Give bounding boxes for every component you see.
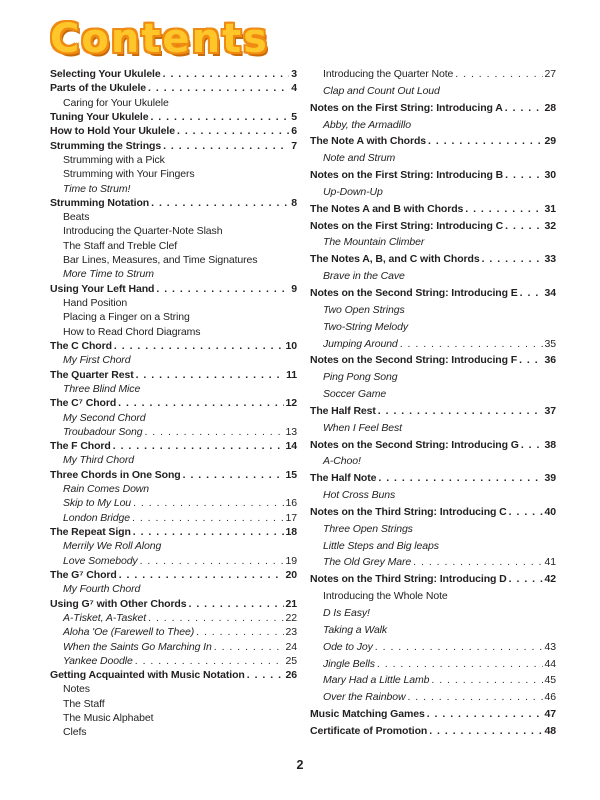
leader-dots [118, 397, 283, 409]
toc-entry-label: Notes on the Third String: Introducing D [310, 573, 507, 586]
toc-entry-label: Merrily We Roll Along [63, 540, 162, 553]
toc-entry-page: 19 [285, 554, 297, 567]
toc-entry [310, 304, 556, 321]
toc-entry-label: Ode to Joy [323, 640, 373, 653]
toc-entry-label: Clefs [63, 726, 87, 739]
toc-entry-label: Three Blind Mice [63, 382, 141, 395]
toc-entry [310, 725, 556, 742]
leader-dots [509, 573, 543, 585]
toc-entry-label: Hot Cross Buns [323, 489, 396, 502]
toc-entry [310, 287, 556, 304]
toc-entry [310, 186, 556, 203]
toc-entry-label: Getting Acquainted with Music Notation [50, 669, 245, 682]
toc-entry-label: A-Choo! [323, 455, 361, 468]
toc-entry-label: Ping Pong Song [323, 371, 398, 384]
toc-entry [310, 253, 556, 270]
toc-entry-label: London Bridge [63, 511, 131, 524]
toc-entry-label: Using Your Left Hand [50, 282, 155, 295]
toc-entry [50, 283, 297, 297]
toc-entry [50, 469, 297, 483]
leader-dots [135, 655, 284, 667]
leader-dots [413, 556, 542, 568]
toc-entry-label: Selecting Your Ukulele [50, 68, 161, 80]
leader-dots [428, 135, 542, 147]
toc-entry [50, 497, 297, 511]
toc-entry-label: Notes on the Third String: Introducing C [310, 505, 507, 518]
toc-entry-page: 29 [544, 135, 556, 148]
toc-entry [50, 655, 297, 669]
toc-entry-page: 10 [285, 339, 297, 352]
toc-entry-label: Skip to My Lou [63, 497, 132, 510]
toc-entry-label: Placing a Finger on a String [63, 311, 190, 324]
toc-entry-label: Introducing the Quarter Note [323, 68, 454, 80]
toc-entry-label: D Is Easy! [323, 607, 370, 619]
toc-entry-label: How to Hold Your Ukulele [50, 125, 175, 138]
toc-entry [50, 454, 297, 468]
toc-entry-label: Three Chords in One Song [50, 468, 181, 481]
leader-dots [465, 203, 542, 215]
leader-dots [177, 125, 289, 137]
toc-entry-page: 28 [544, 101, 556, 114]
toc-entry [50, 340, 297, 354]
toc-entry-label: Over the Rainbow [323, 691, 406, 704]
toc-entry [310, 439, 556, 456]
toc-entry [50, 125, 297, 139]
toc-entry [310, 708, 556, 725]
toc-entry [50, 354, 297, 368]
toc-entry [310, 102, 556, 119]
leader-dots [133, 526, 284, 538]
toc-entry [50, 669, 297, 683]
toc-entry-label: A-Tisket, A-Tasket [63, 611, 147, 624]
toc-entry [310, 371, 556, 388]
toc-entry [310, 388, 556, 405]
toc-entry [310, 270, 556, 287]
leader-dots [136, 369, 285, 381]
leader-dots [455, 68, 542, 80]
toc-entry [310, 68, 556, 85]
toc-entry [50, 97, 297, 111]
toc-entry [310, 135, 556, 152]
leader-dots [519, 354, 542, 366]
toc-entry-label: Notes on the Second String: Introducing G [310, 438, 519, 451]
toc-entry-page: 16 [285, 497, 297, 510]
toc-entry-label: When I Feel Best [323, 421, 402, 434]
toc-entry-label: Strumming with a Pick [63, 153, 165, 166]
toc-entry-label: How to Read Chord Diagrams [63, 325, 201, 338]
leader-dots [163, 140, 289, 152]
toc-entry-page: 12 [285, 397, 297, 410]
toc-entry-label: The Old Grey Mare [323, 556, 412, 569]
leader-dots [505, 220, 542, 232]
toc-entry-label: Note and Strum [323, 152, 396, 165]
toc-entry-label: Music Matching Games [310, 708, 425, 721]
leader-dots [505, 169, 542, 181]
toc-entry [310, 119, 556, 136]
toc-entry [50, 698, 297, 712]
leader-dots [148, 612, 283, 624]
toc-entry-label: Little Steps and Big leaps [323, 539, 439, 552]
toc-entry-label: Notes [63, 683, 90, 696]
footer-page-number: 2 [296, 758, 304, 772]
toc-entry-page: 13 [285, 425, 297, 438]
toc-entry [50, 555, 297, 569]
leader-dots [427, 708, 543, 720]
toc-entry [50, 512, 297, 526]
toc-entry-label: Notes on the First String: Introducing C [310, 219, 504, 232]
toc-entry-page: 33 [544, 253, 556, 266]
toc-entry-page: 46 [544, 691, 556, 704]
toc-entry [50, 111, 297, 125]
toc-entry [310, 236, 556, 253]
toc-entry-page: 3 [291, 68, 297, 80]
toc-entry [50, 726, 297, 740]
leader-dots [151, 197, 289, 209]
toc-entry [50, 154, 297, 168]
toc-entry-label: My Third Chord [63, 454, 134, 467]
toc-entry-label: The Staff and Treble Clef [63, 239, 178, 252]
toc-entry-label: The Staff [63, 697, 105, 710]
leader-dots [144, 426, 283, 438]
toc-entry-label: Strumming with Your Fingers [63, 168, 195, 181]
toc-entry [50, 68, 297, 82]
toc-column-right [310, 68, 556, 742]
toc-entry-label: Introducing the Quarter-Note Slash [63, 225, 223, 238]
toc-entry-page: 24 [285, 640, 297, 653]
leader-dots [119, 569, 284, 581]
toc-entry [310, 523, 556, 540]
toc-entry-label: The Notes A and B with Chords [310, 202, 464, 215]
toc-entry-page: 32 [544, 219, 556, 232]
toc-entry [50, 183, 297, 197]
toc-entry-label: The G⁷ Chord [50, 568, 117, 581]
toc-entry-label: Notes on the Second String: Introducing F [310, 354, 518, 367]
toc-entry-label: The Notes A, B, and C with Chords [310, 253, 480, 266]
toc-entry [50, 440, 297, 454]
toc-entry [310, 354, 556, 371]
toc-entry-label: Hand Position [63, 297, 128, 309]
toc-entry [310, 321, 556, 338]
leader-dots [150, 111, 289, 123]
toc-entry-label: When the Saints Go Marching In [63, 640, 212, 653]
toc-entry [310, 506, 556, 523]
leader-dots [509, 506, 543, 518]
leader-dots [188, 598, 283, 610]
toc-entry-label: Love Somebody [63, 554, 138, 567]
toc-entry-label: Brave in the Cave [323, 270, 405, 283]
toc-entry [50, 197, 297, 211]
toc-entry-label: Two-String Melody [323, 320, 409, 333]
toc-entry-page: 17 [285, 511, 297, 524]
toc-entry-label: Certificate of Promotion [310, 724, 428, 737]
toc-entry-page: 43 [544, 640, 556, 653]
toc-entry-page: 7 [291, 139, 297, 152]
toc-entry-page: 14 [285, 440, 297, 453]
toc-entry-page: 31 [544, 202, 556, 215]
leader-dots [400, 338, 543, 350]
leader-dots [429, 725, 542, 737]
toc-entry-page: 47 [544, 708, 556, 721]
toc-entry-label: Jumping Around [323, 337, 398, 350]
toc-entry-label: Notes on the First String: Introducing A [310, 101, 503, 114]
toc-entry-page: 4 [291, 82, 297, 95]
toc-entry [50, 168, 297, 182]
toc-entry [50, 483, 297, 497]
toc-entry [310, 220, 556, 237]
toc-entry-label: Aloha 'Oe (Farewell to Thee) [63, 626, 195, 639]
toc-entry [50, 225, 297, 239]
leader-dots [431, 674, 542, 686]
toc-entry-page: 22 [285, 611, 297, 624]
page-title: Contents [50, 16, 269, 62]
toc-entry [50, 626, 297, 640]
toc-entry-page: 21 [285, 597, 297, 610]
toc-entry-page: 18 [285, 526, 297, 538]
leader-dots [183, 469, 284, 481]
toc-entry-label: Three Open Strings [323, 522, 413, 535]
toc-entry [50, 326, 297, 340]
toc-entry-label: Taking a Walk [323, 623, 388, 636]
toc-entry-label: Rain Comes Down [63, 483, 150, 496]
toc-entry [50, 598, 297, 612]
toc-entry [50, 641, 297, 655]
leader-dots [521, 439, 543, 451]
toc-entry [50, 297, 297, 311]
toc-entry-label: Time to Strum! [63, 182, 131, 195]
leader-dots [482, 253, 543, 265]
toc-entry [50, 211, 297, 225]
toc-entry [310, 472, 556, 489]
toc-entry-label: More Time to Strum [63, 268, 154, 281]
toc-entry-label: Strumming Notation [50, 196, 150, 209]
leader-dots [407, 691, 542, 703]
toc-entry [50, 426, 297, 440]
leader-dots [148, 82, 289, 94]
toc-entry [50, 369, 297, 383]
toc-entry-label: The Quarter Rest [50, 368, 134, 381]
toc-entry-page: 26 [285, 669, 297, 682]
toc-entry-label: Introducing the Whole Note [323, 590, 448, 603]
leader-dots [505, 102, 543, 114]
toc-entry-label: Bar Lines, Measures, and Time Signatures [63, 254, 258, 267]
toc-column-left [50, 68, 297, 742]
toc-entry-page: 35 [544, 337, 556, 350]
leader-dots [113, 440, 284, 452]
toc-entry [310, 85, 556, 102]
toc-entry-page: 42 [544, 573, 556, 586]
toc-entry [50, 140, 297, 154]
toc-entry-page: 37 [544, 404, 556, 417]
toc-columns [50, 68, 556, 742]
toc-entry-label: Soccer Game [323, 388, 387, 401]
toc-entry-label: Troubadour Song [63, 425, 143, 438]
toc-entry-label: Parts of the Ukulele [50, 82, 147, 95]
leader-dots [140, 555, 284, 567]
toc-entry-page: 6 [291, 125, 297, 138]
toc-entry-page: 8 [291, 196, 297, 209]
toc-entry [310, 152, 556, 169]
toc-entry [310, 338, 556, 355]
toc-entry-label: The Mountain Climber [323, 236, 425, 249]
toc-entry-label: The Half Note [310, 472, 377, 485]
toc-entry [310, 573, 556, 590]
leader-dots [378, 472, 542, 484]
toc-entry-label: The Repeat Sign [50, 526, 131, 538]
toc-entry [310, 590, 556, 607]
toc-entry [310, 169, 556, 186]
leader-dots [375, 641, 543, 653]
toc-entry [310, 556, 556, 573]
toc-entry-page: 20 [285, 568, 297, 581]
toc-entry-label: Two Open Strings [323, 303, 405, 316]
toc-entry [310, 455, 556, 472]
toc-entry-page: 25 [285, 654, 297, 667]
toc-entry [310, 641, 556, 658]
leader-dots [196, 626, 283, 638]
leader-dots [247, 669, 284, 681]
toc-entry-page: 11 [286, 368, 297, 381]
toc-entry-label: Notes on the Second String: Introducing E [310, 286, 518, 299]
toc-entry-label: Using G⁷ with Other Chords [50, 597, 187, 610]
toc-entry-label: Notes on the First String: Introducing B [310, 169, 504, 182]
toc-entry [310, 674, 556, 691]
toc-entry-label: Tuning Your Ukulele [50, 110, 149, 123]
toc-entry-page: 30 [544, 169, 556, 182]
toc-entry-label: My Second Chord [63, 411, 146, 424]
toc-entry-page: 34 [544, 286, 556, 299]
toc-entry-page: 23 [285, 626, 297, 639]
toc-entry-label: Jingle Bells [323, 657, 375, 670]
leader-dots [133, 497, 283, 509]
toc-entry-label: Beats [63, 211, 90, 224]
leader-dots [214, 641, 284, 653]
toc-entry [50, 240, 297, 254]
toc-entry-label: Yankee Doodle [63, 654, 133, 667]
toc-entry-label: The Half Rest [310, 404, 376, 417]
toc-entry-label: The Note A with Chords [310, 135, 427, 148]
toc-entry [50, 612, 297, 626]
toc-entry-label: My First Chord [63, 354, 131, 367]
toc-entry-page: 44 [544, 657, 556, 670]
toc-entry [310, 405, 556, 422]
toc-entry [50, 569, 297, 583]
leader-dots [520, 287, 543, 299]
toc-entry [50, 540, 297, 554]
toc-entry-label: My Fourth Chord [63, 583, 141, 596]
leader-dots [114, 340, 284, 352]
toc-entry-page: 45 [544, 674, 556, 687]
toc-entry [50, 412, 297, 426]
toc-entry [50, 254, 297, 268]
toc-entry [50, 383, 297, 397]
toc-entry-page: 15 [285, 468, 297, 481]
toc-entry [50, 712, 297, 726]
toc-entry-label: Strumming the Strings [50, 139, 162, 152]
leader-dots [156, 283, 289, 295]
toc-entry-label: Caring for Your Ukulele [63, 96, 169, 109]
toc-entry [50, 683, 297, 697]
toc-entry-page: 36 [544, 354, 556, 367]
toc-entry-label: Clap and Count Out Loud [323, 84, 440, 97]
toc-entry-page: 38 [544, 438, 556, 451]
toc-entry-label: The Music Alphabet [63, 712, 154, 725]
toc-entry-page: 39 [544, 472, 556, 485]
toc-entry-label: Up-Down-Up [323, 185, 383, 198]
toc-entry-page: 27 [544, 68, 556, 80]
toc-entry [310, 540, 556, 557]
toc-entry-page: 41 [544, 556, 556, 569]
toc-entry [50, 311, 297, 325]
toc-entry [50, 397, 297, 411]
toc-entry [310, 691, 556, 708]
toc-entry [310, 607, 556, 624]
toc-entry-page: 40 [544, 505, 556, 518]
toc-entry-page: 9 [291, 282, 297, 295]
toc-entry [310, 203, 556, 220]
toc-entry-label: The C⁷ Chord [50, 397, 117, 410]
toc-entry-page: 48 [544, 724, 556, 737]
toc-entry [310, 489, 556, 506]
toc-entry [310, 422, 556, 439]
toc-entry-label: The C Chord [50, 339, 112, 352]
toc-entry-label: Mary Had a Little Lamb [323, 674, 430, 687]
toc-entry [50, 526, 297, 540]
toc-entry-label: Abby, the Armadillo [323, 118, 411, 131]
toc-entry-label: The F Chord [50, 440, 111, 453]
toc-entry [50, 583, 297, 597]
toc-entry [310, 658, 556, 675]
leader-dots [377, 658, 543, 670]
toc-entry [50, 82, 297, 96]
toc-entry [50, 268, 297, 282]
toc-entry [310, 624, 556, 641]
leader-dots [132, 512, 284, 524]
leader-dots [378, 405, 543, 417]
toc-entry-page: 5 [291, 110, 297, 123]
leader-dots [163, 68, 290, 80]
